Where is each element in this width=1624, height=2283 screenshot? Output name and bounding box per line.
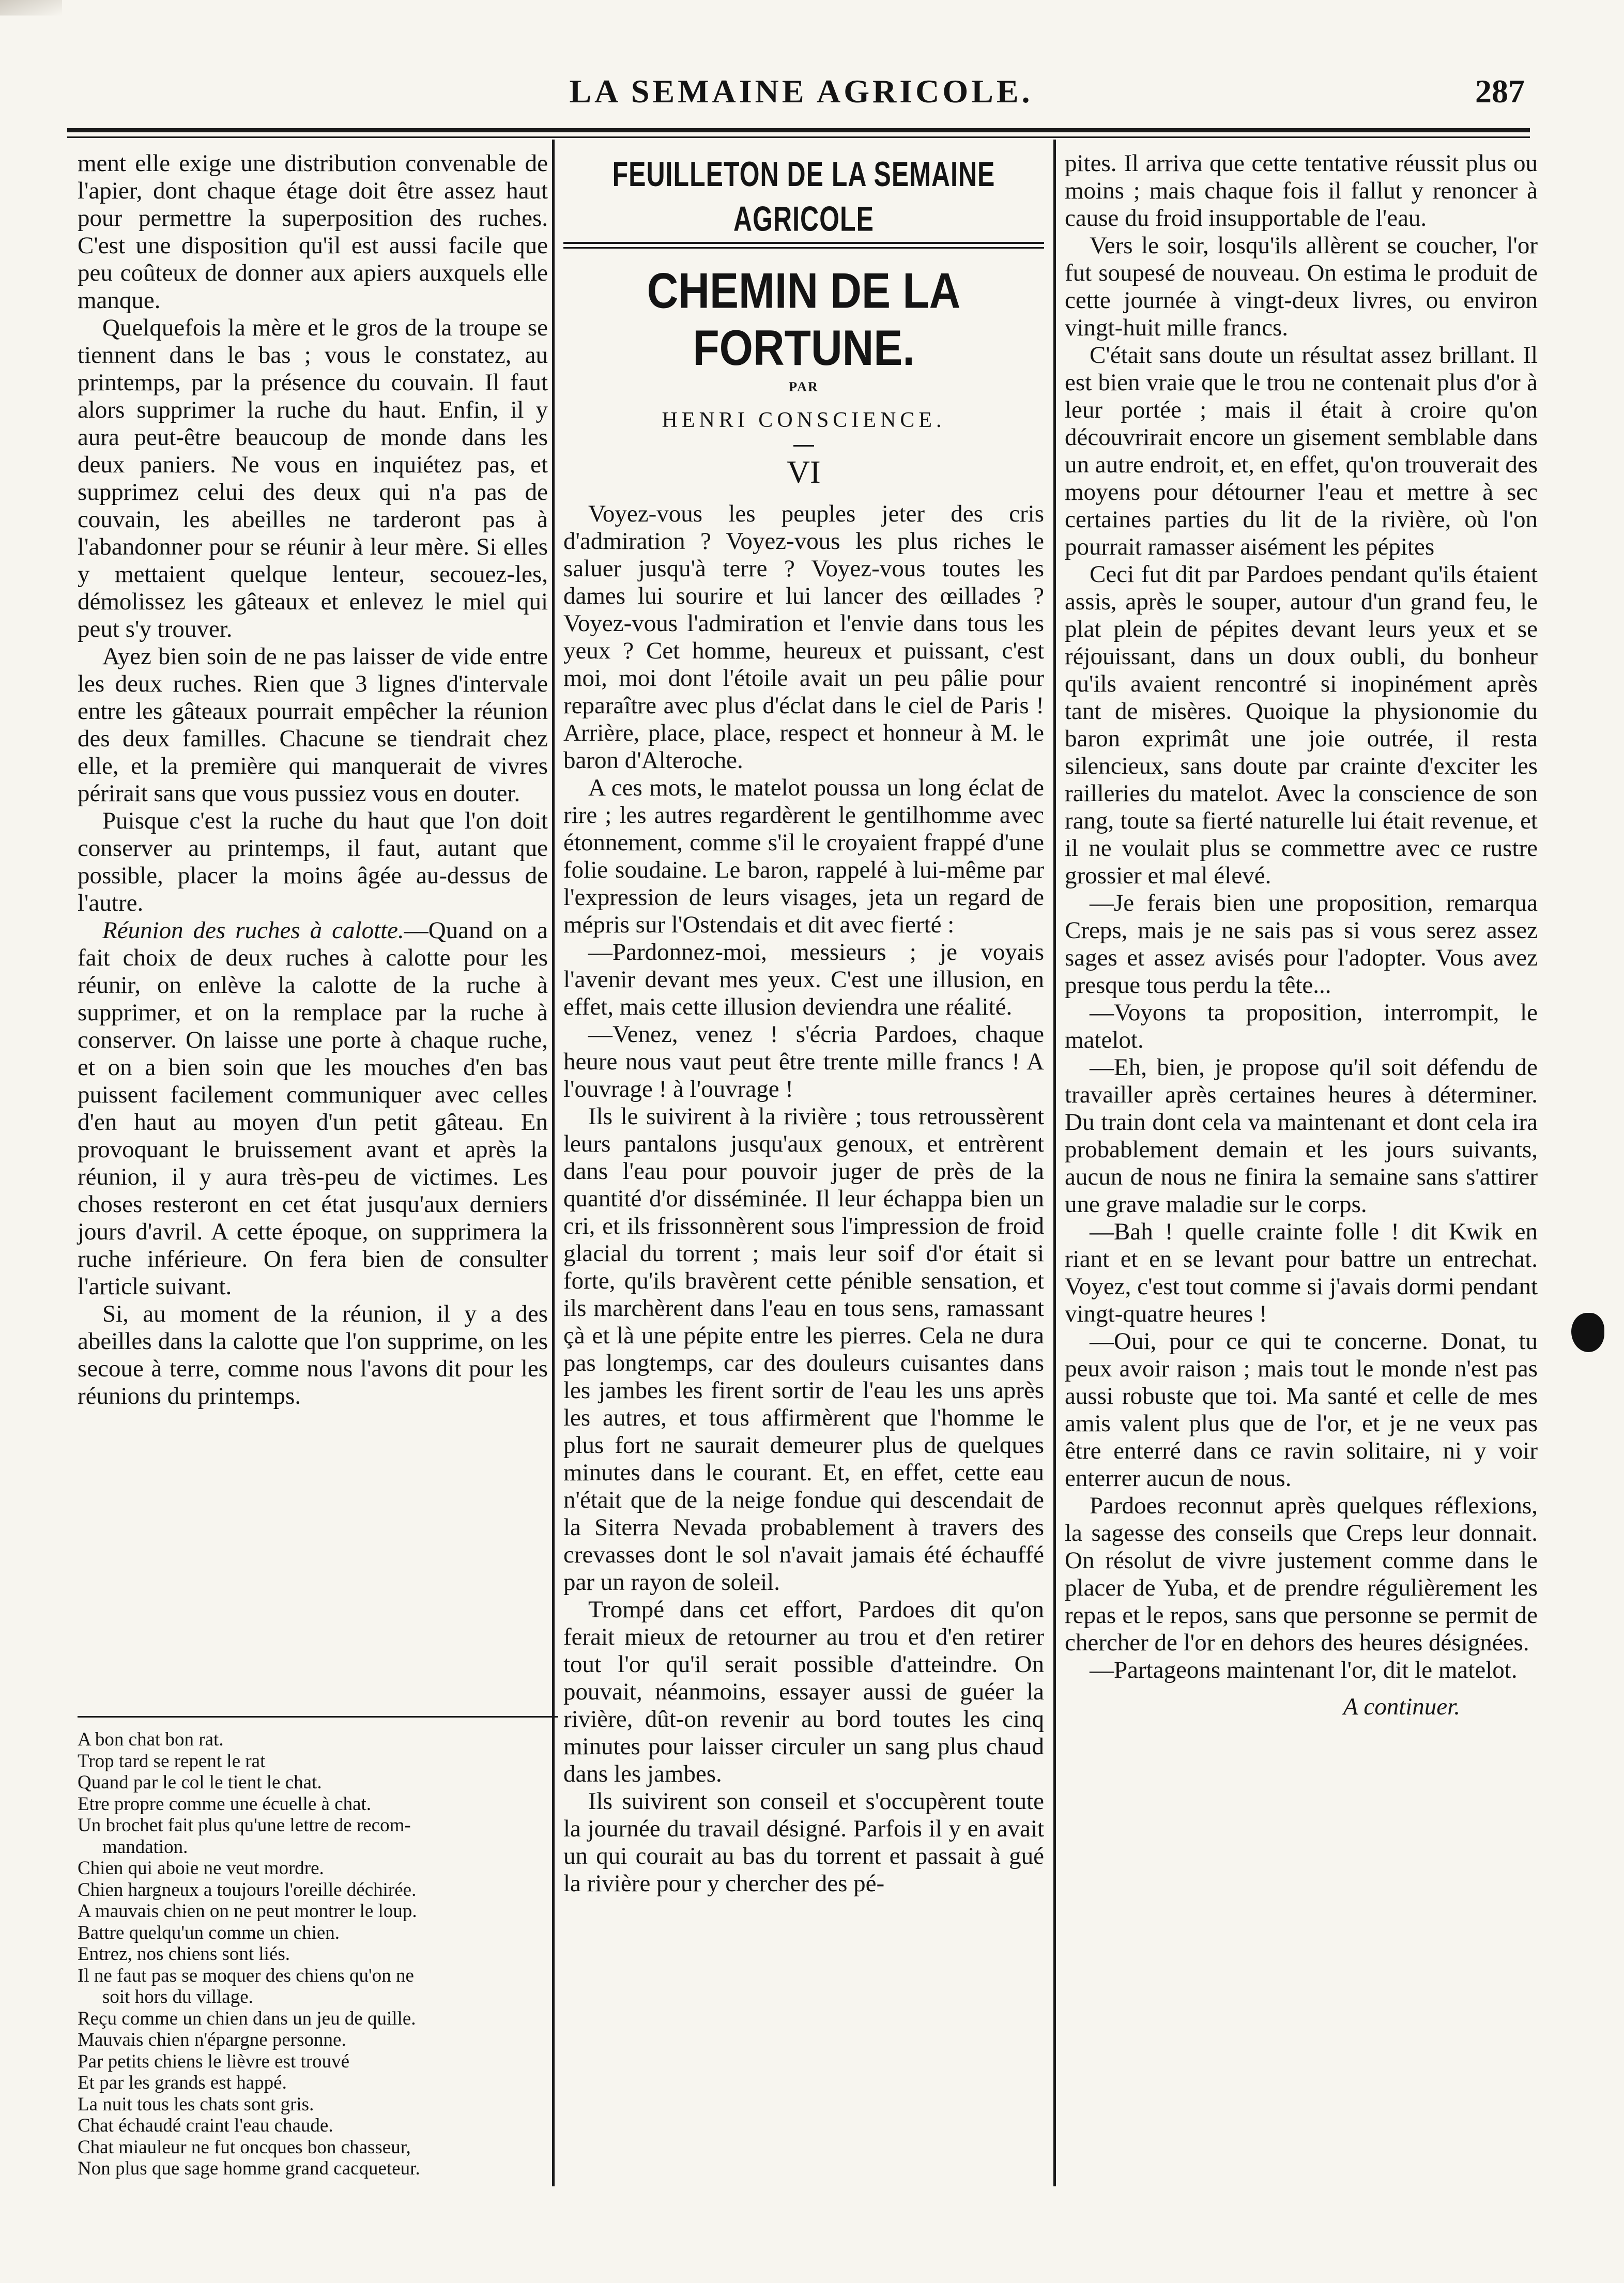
paragraph: —Bah ! quelle crainte folle ! dit Kwik en riant et en se levant pour battre un entrechat. Voyez, c'est tout comme si j'avais dormi pendant vingt-quatre heures !: [1065, 1218, 1538, 1327]
paragraph: Pardoes reconnut après quelques réflexions, la sagesse des conseils que Creps leur donnait. On résolut de vivre justement comme dans le placer de Yuba, et de prendre régulièrement les repas et le repos, sans que personne se permit de chercher de l'or en dehors des heures désignées.: [1065, 1492, 1538, 1656]
column-apiculture: [78, 150, 548, 1410]
paragraph: Ils le suivirent à la rivière ; tous retroussèrent leurs pantalons jusqu'aux genoux, et entrèrent dans l'eau pour pouvoir juger de près de la quantité d'or disséminée. Il leur échappa bien un cri, et ils frissonnèrent sous l'impression de froid glacial du torrent ; mais leur soif d'or était si forte, qu'ils bravèrent cette pénible sensation, et ils marchèrent dans l'eau en tous sens, ramassant çà et là une pépite entre les pierres. Cela ne dura pas longtemps, car des douleurs cuisantes dans les jambes les firent sortir de l'eau les uns après les autres, et tous affirmèrent que l'homme le plus fort ne saurait demeurer plus de quelques minutes dans le courant. Et, en effet, cette eau n'était que de la neige fondue qui descendait de la Siterra Nevada probablement à travers des crevasses dont le sol n'avait jamais été échauffé par un rayon de soleil.: [563, 1103, 1044, 1596]
column-feuilleton-continued: [1065, 150, 1538, 1721]
paragraph: Ceci fut dit par Pardoes pendant qu'ils étaient assis, après le souper, autour d'un grand feu, le plat plein de pépites devant leurs yeux et se réjouissant, dans un doux oubli, du bonheur qu'ils avaient rencontré si inopinément après tant de misères. Quoique la physionomie du baron exprimât une joie outrée, il resta silencieux, sans doute par crainte d'exciter les railleries du matelot. Avec la conscience de son rang, toute sa fierté naturelle lui était revenue, et il ne voulait plus se commettre avec ce rustre grossier et mal élevé.: [1065, 561, 1538, 889]
paragraph: Puisque c'est la ruche du haut que l'on doit conserver au printemps, il faut, autant que possible, placer la moins âgée au-dessus de l'autre.: [78, 807, 548, 916]
paragraph: Trompé dans cet effort, Pardoes dit qu'on ferait mieux de retourner au trou et d'en retirer tout l'or qu'il serait possible d'atteindre. On pouvait, néanmoins, essayer aussi de guéer la rivière, dût-on revenir au bord toutes les cinq minutes pour laisser circuler un sang plus chaud dans les jambes.: [563, 1596, 1044, 1787]
paragraph: —Eh, bien, je propose qu'il soit défendu de travailler après certaines heures à déterminer. Du train dont cela va maintenant et dont cela ira probablement demain et les jours suivants, aucun de nous ne finira la semaine sans s'attirer une grave maladie sur le corps.: [1065, 1054, 1538, 1218]
proverb-line: Il ne faut pas se moquer des chiens qu'on ne: [78, 1965, 414, 1986]
paragraph: —Oui, pour ce qui te concerne. Donat, tu peux avoir raison ; mais tout le monde n'est pas aussi robuste que toi. Ma santé et celle de mes amis valent plus que de l'or, et je ne veux pas être enterré dans ce ravin solitaire, ni y voir enterrer aucun de nous.: [1065, 1328, 1538, 1492]
page-corner-stain: [0, 0, 62, 16]
proverb-line: Etre propre comme une écuelle à chat.: [78, 1793, 372, 1815]
to-be-continued: A continuer.: [1343, 1693, 1460, 1720]
section-heading: Réunion des ruches à calotte.: [102, 917, 404, 944]
paragraph: —Voyons ta proposition, interrompit, le matelot.: [1065, 999, 1538, 1053]
paragraph: pites. Il arriva que cette tentative réussit plus ou moins ; mais chaque fois il fallut y renoncer à cause du froid insupportable de l'eau.: [1065, 150, 1538, 232]
proverb-line: Chien hargneux a toujours l'oreille déchirée.: [78, 1879, 417, 1901]
paragraph: —Venez, venez ! s'écria Pardoes, chaque heure nous vaut peut être trente mille francs ! A l'ouvrage ! à l'ouvrage !: [563, 1021, 1044, 1102]
proverb-line: Chien qui aboie ne veut mordre.: [78, 1858, 324, 1879]
proverbs-list: [78, 1729, 558, 2180]
proverb-line: Chat miauleur ne fut oncques bon chasseur,: [78, 2136, 411, 2158]
proverb-line: Par petits chiens le lièvre est trouvé: [78, 2050, 350, 2072]
proverb-line: Un brochet fait plus qu'une lettre de recom-: [78, 1815, 411, 1836]
column-feuilleton: [563, 150, 1044, 1897]
column-divider-right: [1053, 140, 1056, 2186]
proverbs-rule: [78, 1716, 558, 1718]
proverb-line: soit hors du village.: [102, 1986, 253, 2008]
proverb-line: Et par les grands est happé.: [78, 2072, 287, 2093]
proverb-line: La nuit tous les chats sont gris.: [78, 2093, 314, 2115]
proverb-line: A mauvais chien on ne peut montrer le loup.: [78, 1901, 417, 1922]
paragraph: Si, au moment de la réunion, il y a des abeilles dans la calotte que l'on supprime, on les secoue à terre, comme nous l'avons dit pour les réunions du printemps.: [78, 1300, 548, 1409]
proverb-line: Non plus que sage homme grand cacqueteur.: [78, 2158, 420, 2179]
paragraph: C'était sans doute un résultat assez brillant. Il est bien vraie que le trou ne contenait plus d'or à leur portée ; mais il était à croire qu'on découvrirait encore un gisement semblable dans un autre endroit, et, en effet, qu'on trouverait des moyens pour détourner l'eau et mettre à sec certaines parties du lit de la rivière, où l'on pourrait ramasser aisément les pépites: [1065, 342, 1538, 560]
newspaper-title: LA SEMAINE AGRICOLE.: [569, 73, 1033, 110]
double-rule: [563, 242, 1044, 249]
paragraph: —Pardonnez-moi, messieurs ; je voyais l'avenir devant mes yeux. C'est une illusion, en effet, mais cette illusion deviendra une réalité.: [563, 939, 1044, 1020]
feuilleton-banner: FEUILLETON DE LA SEMAINE AGRICOLE: [612, 155, 995, 239]
proverb-line: Battre quelqu'un comme un chien.: [78, 1922, 340, 1943]
page-number: 287: [1475, 73, 1525, 110]
paragraph: A ces mots, le matelot poussa un long éclat de rire ; les autres regardèrent le gentilhomme avec étonnement, comme s'il le croyaient frappé d'une folie soudaine. Le baron, rappelé à lui-même par l'expression de leurs visages, jeta un regard de mépris sur l'Ostendais et dit avec fierté :: [563, 774, 1044, 938]
byline-par: PAR: [789, 379, 819, 394]
proverb-line: A bon chat bon rat.: [78, 1729, 224, 1750]
story-title: CHEMIN DE LA FORTUNE.: [647, 263, 961, 376]
paragraph: Voyez-vous les peuples jeter des cris d'admiration ? Voyez-vous les plus riches le saluer jusqu'à terre ? Voyez-vous toutes les dames lui sourire et lui lancer des œillades ? Voyez-vous l'admiration et l'envie dans tous les yeux ? Cet homme, heureux et puissant, c'est moi, moi dont l'étoile avait un peu pâlie pour reparaître avec plus d'éclat dans le ciel de Paris ! Arrière, place, place, respect et honneur à M. le baron d'Alteroche.: [563, 500, 1044, 774]
author-name: HENRI CONSCIENCE.: [662, 408, 946, 432]
proverb-line: Quand par le col le tient le chat.: [78, 1772, 322, 1793]
ink-blot: [1571, 1313, 1604, 1352]
paragraph: Ils suivirent son conseil et s'occupèrent toute la journée du travail désigné. Parfois il y en avait un qui courait au bas du torrent et passait à gué la rivière pour y chercher des pé-: [563, 1788, 1044, 1897]
proverb-line: Reçu comme un chien dans un jeu de quille.: [78, 2008, 416, 2029]
short-rule: [793, 445, 814, 447]
proverb-line: Mauvais chien n'épargne personne.: [78, 2029, 346, 2050]
paragraph: ment elle exige une distribution convenable de l'apier, dont chaque étage doit être assez haut pour permettre la superposition des ruches. C'est une disposition qu'il est aussi facile que peu coûteux de donner aux apiers auxquels elle manque.: [78, 150, 548, 314]
paragraph-with-heading: [78, 917, 548, 1300]
proverb-line: Entrez, nos chiens sont liés.: [78, 1943, 290, 1965]
paragraph: Ayez bien soin de ne pas laisser de vide entre les deux ruches. Rien que 3 lignes d'intervale entre les gâteaux pourrait empêcher la réunion des deux familles. Chacune se tiendrait chez elle, et la première qui manquerait de vivres périrait sans que vous pussiez vous en douter.: [78, 643, 548, 807]
proverb-line: Chat échaudé craint l'eau chaude.: [78, 2115, 333, 2136]
paragraph: Quelquefois la mère et le gros de la troupe se tiennent dans le bas ; vous le constatez, au printemps, par la présence du couvain. Il faut alors supprimer la ruche du haut. Enfin, il y aura peut-être beaucoup de monde dans les deux paniers. Ne vous en inquiétez pas, et supprimez celui des deux qui n'a pas de couvain, les abeilles ne tarderont pas à l'abandonner pour se réunir à leur mère. Si elles y mettaient quelque lenteur, secouez-les, démolissez les gâteaux et enlevez le miel qui peut s'y trouver.: [78, 314, 548, 642]
paragraph: —Je ferais bien une proposition, remarqua Creps, mais je ne sais pas si vous serez assez sages et assez avisés pour l'adopter. Vous avez presque tous perdu la tête...: [1065, 890, 1538, 999]
proverb-line: mandation.: [102, 1836, 188, 1858]
paragraph-text: —Quand on a fait choix de deux ruches à calotte pour les réunir, on enlève la calotte de la ruche à supprimer, et on la remplace par la ruche à conserver. On laisse une porte à chaque ruche, et on a bien soin que les mouches d'en bas puissent facilement communiquer avec celles d'en haut au moyen d'un petit gâteau. En provoquant le bruissement avant et après la réunion, il y aura très-peu de victimes. Les choses resteront en cet état jusqu'aux derniers jours d'avril. A cette époque, on supprimera la ruche inférieure. On fera bien de consulter l'article suivant.: [78, 917, 548, 1300]
paragraph: Vers le soir, losqu'ils allèrent se coucher, l'or fut soupesé de nouveau. On estima le produit de cette journée à vingt-deux livres, ou environ vingt-huit mille francs.: [1065, 232, 1538, 341]
paragraph: —Partageons maintenant l'or, dit le matelot.: [1090, 1657, 1518, 1683]
chapter-number: VI: [787, 455, 821, 490]
page-header: [78, 72, 1525, 119]
header-rule: [67, 128, 1530, 138]
proverb-line: Trop tard se repent le rat: [78, 1750, 266, 1772]
